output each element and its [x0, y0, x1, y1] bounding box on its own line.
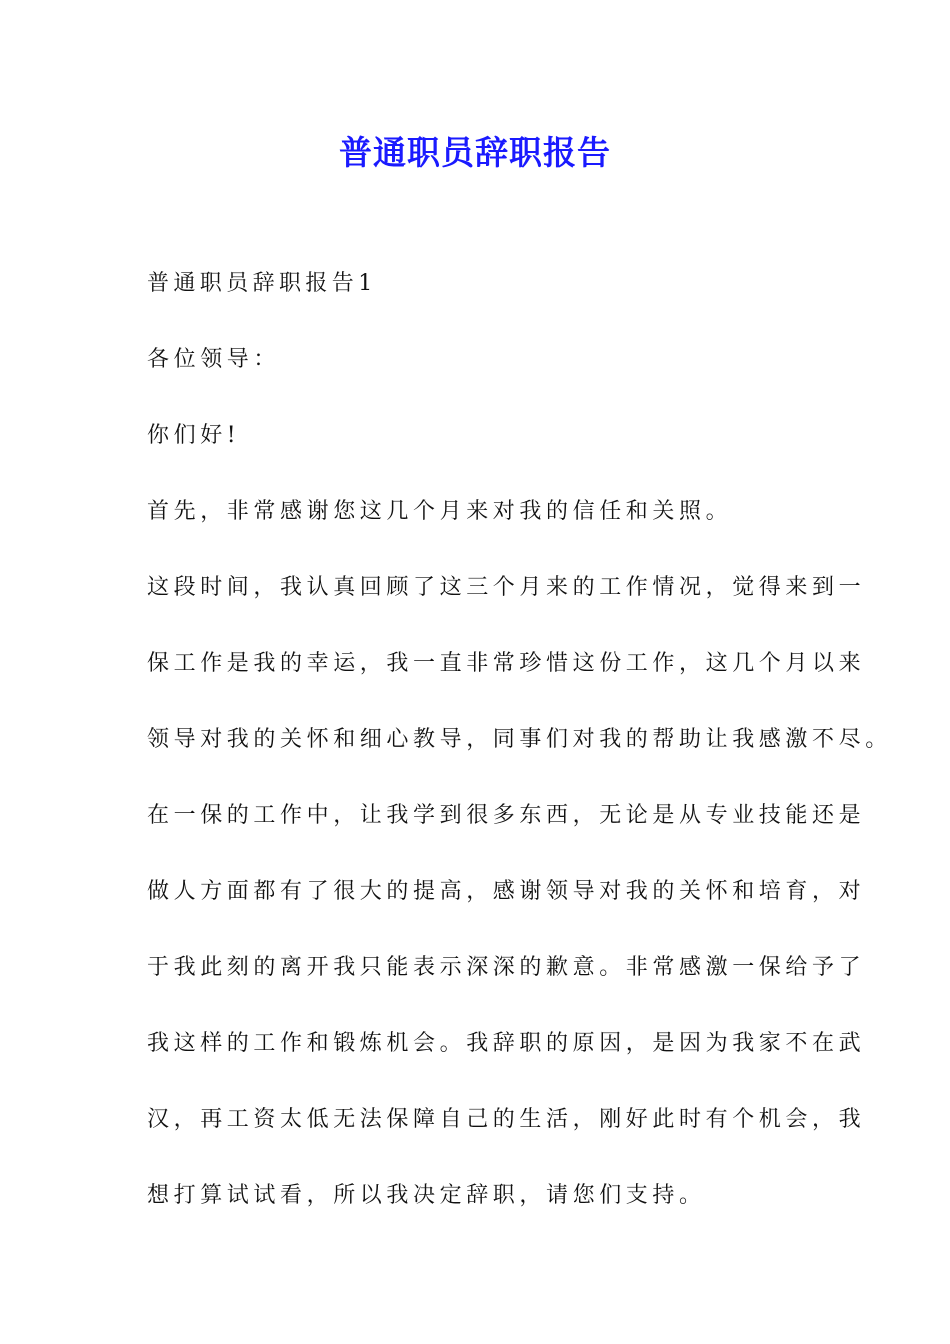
body-line: 首先，非常感谢您这几个月来对我的信任和关照。	[147, 499, 733, 524]
body-line: 汉，再工资太低无法保障自己的生活，刚好此时有个机会，我	[147, 1107, 866, 1132]
body-line: 做人方面都有了很大的提高，感谢领导对我的关怀和培育，对	[147, 879, 866, 904]
body-line: 于我此刻的离开我只能表示深深的歉意。非常感激一保给予了	[147, 955, 866, 980]
body-line: 领导对我的关怀和细心教导，同事们对我的帮助让我感激不尽。	[147, 727, 892, 752]
document-title: 普通职员辞职报告	[339, 133, 611, 172]
body-line: 我这样的工作和锻炼机会。我辞职的原因，是因为我家不在武	[147, 1031, 866, 1056]
body-line: 保工作是我的幸运，我一直非常珍惜这份工作，这几个月以来	[147, 651, 866, 676]
body-line: 在一保的工作中，让我学到很多东西，无论是从专业技能还是	[147, 803, 866, 828]
salutation: 各位领导：	[147, 347, 281, 372]
greeting: 你们好!	[147, 423, 241, 448]
body-line: 想打算试试看，所以我决定辞职，请您们支持。	[147, 1183, 706, 1208]
section-heading: 普通职员辞职报告1	[147, 271, 377, 296]
body-line: 这段时间，我认真回顾了这三个月来的工作情况，觉得来到一	[147, 575, 866, 600]
